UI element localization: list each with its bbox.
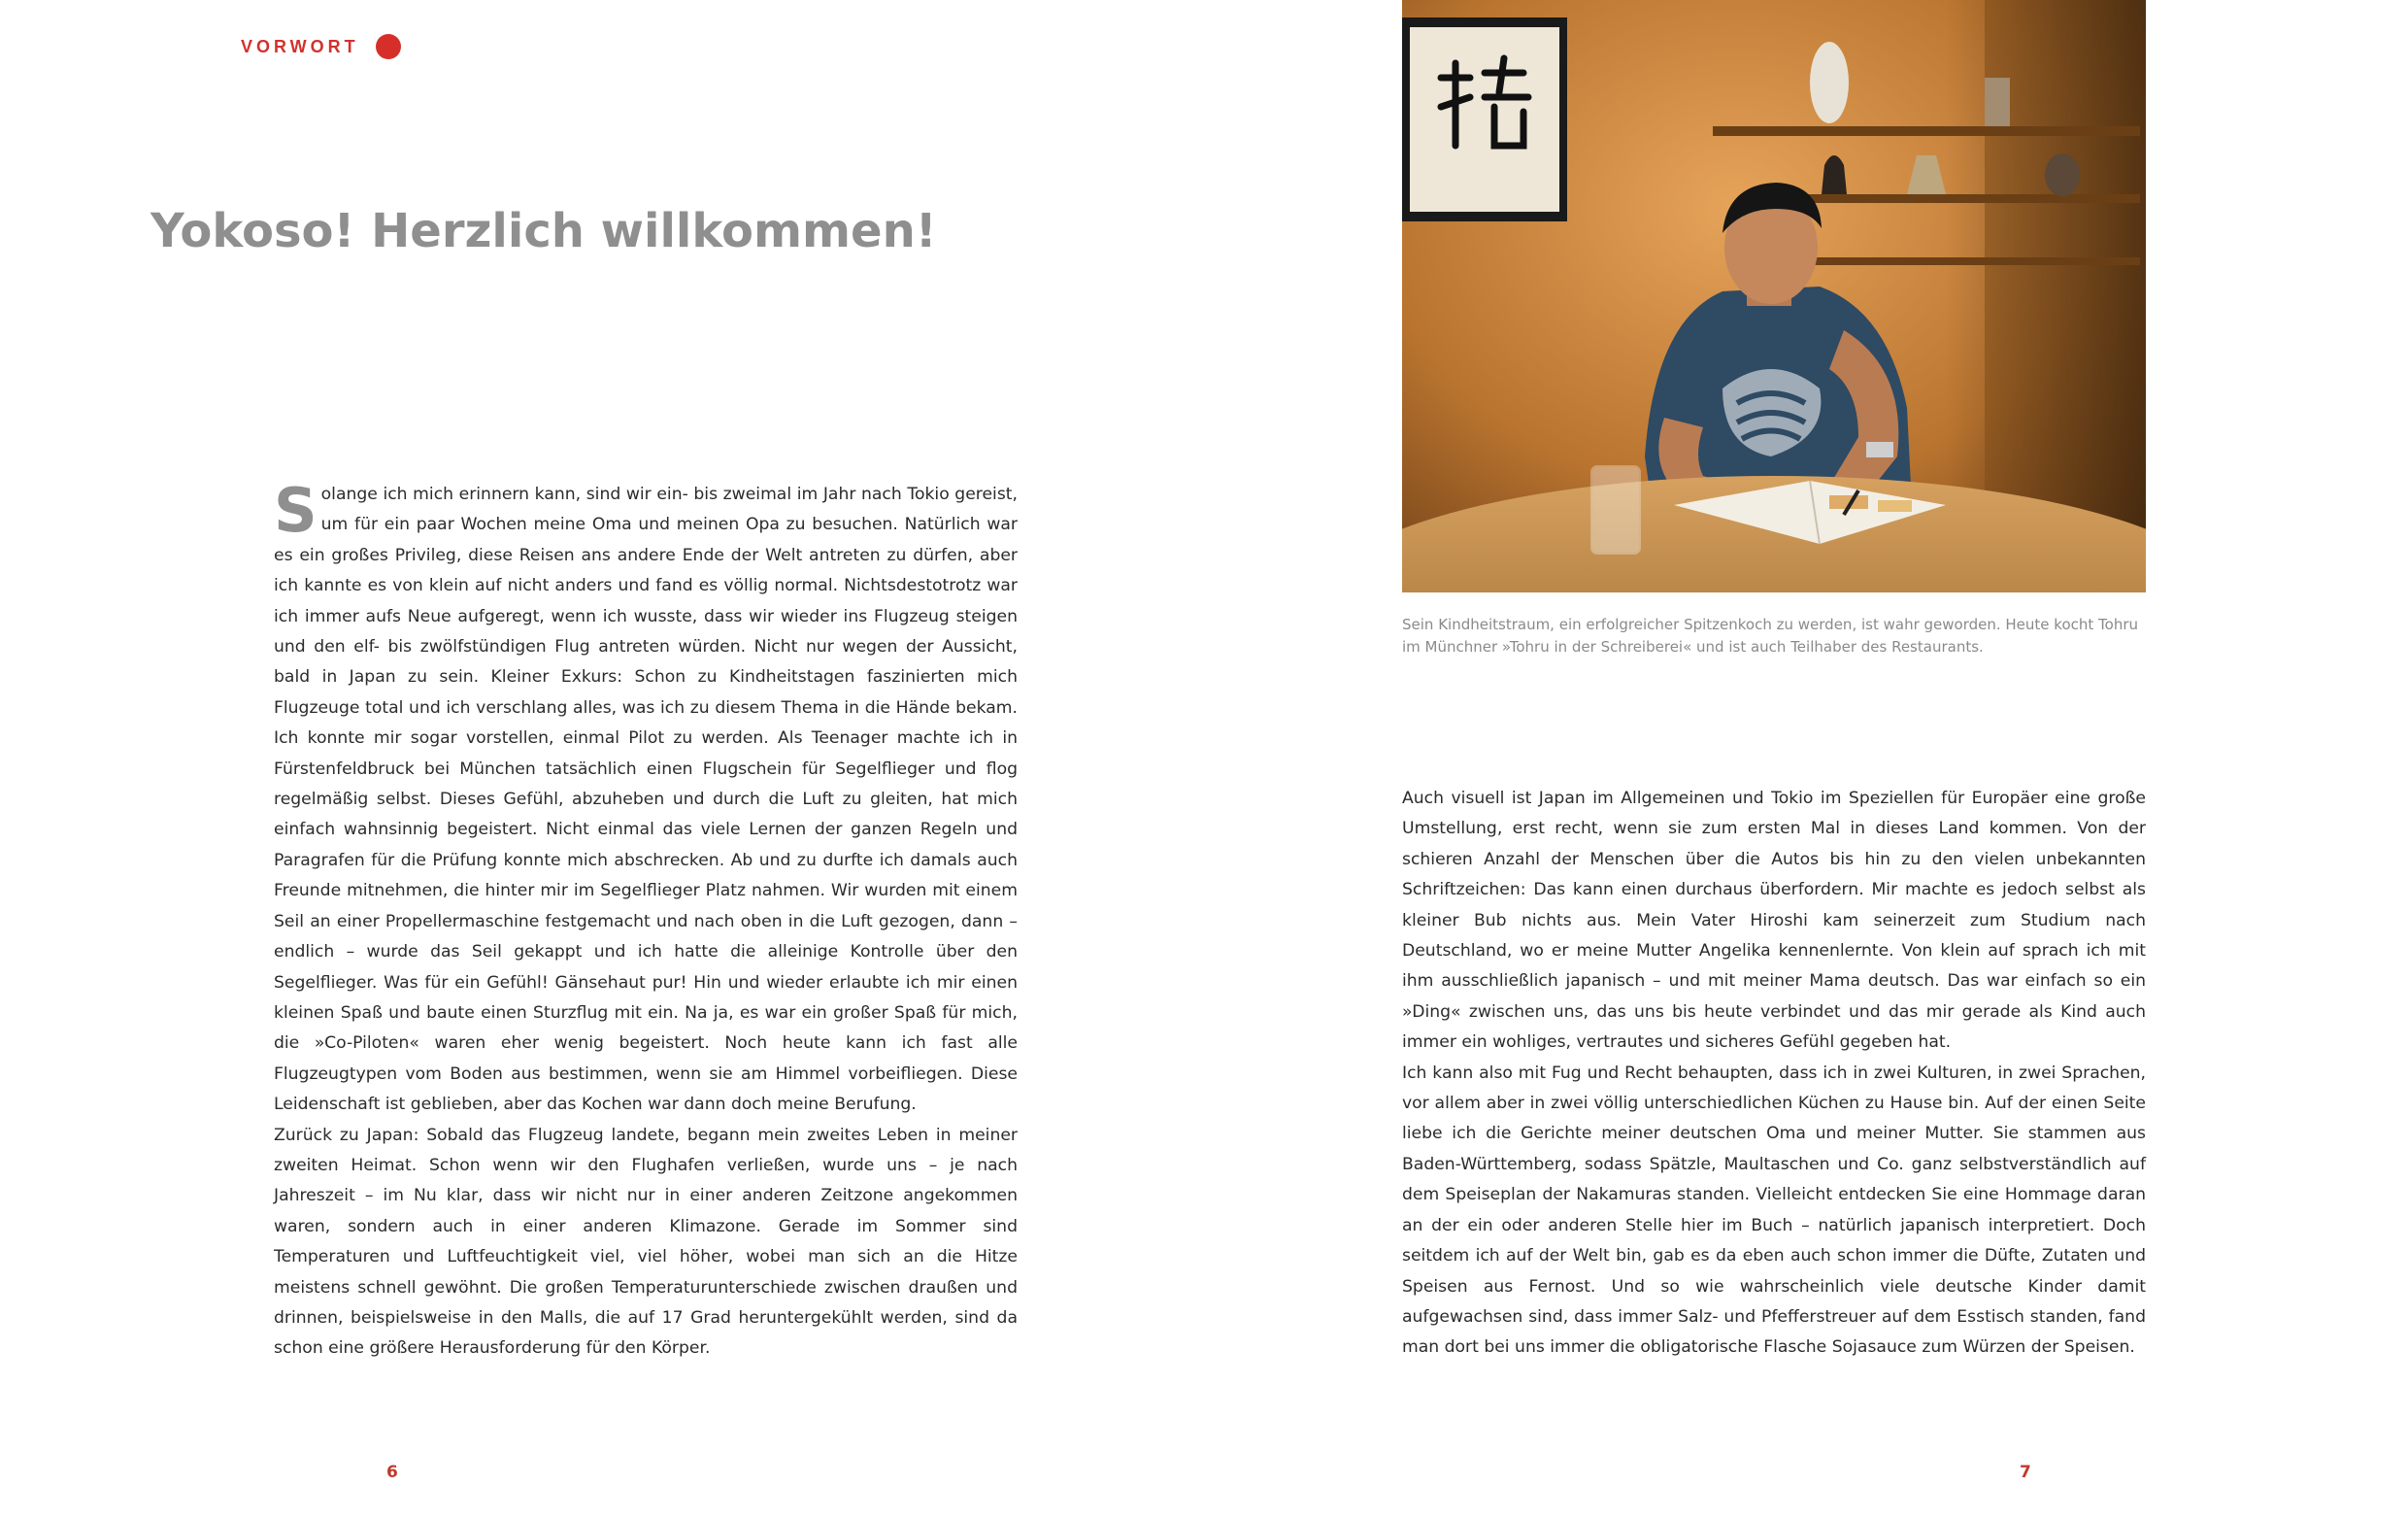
page-number-right: 7 [2020, 1463, 2031, 1482]
paragraph: Auch visuell ist Japan im Allgemeinen und Tokio im Speziellen für Europäer eine große Umstellung, erst recht, wenn sie zum ersten Mal in dieses Land kommen. Von der schieren Anzahl der Menschen über die Autos bis hin zu den vielen unbekannten Schriftzeichen: Das kann einen durchaus überfordern. Mir machte es jedoch selbst als kleiner Bub nichts aus. Mein Vater Hiroshi kam seinerzeit zum Studium nach Deutschland, wo er meine Mutter Angelika kennenlernte. Von klein auf sprach ich mit ihm ausschließlich japanisch – und mit meiner Mama deutsch. Das war einfach so ein »Ding« zwischen uns, das uns bis heute verbindet und das mir gerade als Kind auch immer ein wohliges, vertrautes und sicheres Gefühl gegeben hat. [1402, 789, 2146, 1053]
paragraph: Zurück zu Japan: Sobald das Flugzeug landete, begann mein zweites Leben in meiner zweiten Heimat. Schon wenn wir den Flughafen verließen, wurde uns – je nach Jahreszeit – im Nu klar, dass wir nicht nur in einer anderen Zeitzone angekommen waren, sondern auch in einer anderen Klimazone. Gerade im Sommer sind Temperaturen und Luftfeuchtigkeit viel, viel höher, wobei man sich an die Hitze meistens schnell gewöhnt. Die großen Temperaturunterschiede zwischen draußen und drinnen, beispielsweise in den Malls, die auf 17 Grad heruntergekühlt werden, sind da schon eine größere Herausforderung für den Körper. [274, 1125, 1018, 1359]
chef-photo [1402, 0, 2146, 592]
page-title: Yokoso! Herzlich willkommen! [150, 204, 937, 258]
photo-caption: Sein Kindheitstraum, ein erfolgreicher Spitzenkoch zu werden, ist wahr geworden. Heute kocht Tohru im Münchner »Tohru in der Schreiberei« und ist auch Teilhaber des Restaurants. [1402, 616, 2138, 656]
chef-photo-illustration [1402, 0, 2146, 592]
paragraph [274, 475, 1018, 1121]
section-label: VORWORT [241, 37, 359, 56]
red-dot-icon [376, 34, 401, 59]
paragraph: Ich kann also mit Fug und Recht behaupten, dass ich in zwei Kulturen, in zwei Sprachen, vor allem aber in zwei völlig unterschiedlichen Küchen zu Hause bin. Auf der einen Seite liebe ich die Gerichte meiner deutschen Oma und meiner Mutter. Sie stammen aus Baden-Württemberg, sodass Spätzle, Maultaschen und Co. ganz selbstverständlich auf dem Speiseplan der Nakamuras standen. Vielleicht entdecken Sie eine Hommage daran an der ein oder anderen Stelle hier im Buch – natürlich japanisch interpretiert. Doch seitdem ich auf der Welt bin, gab es da eben auch schon immer die Düfte, Zutaten und Speisen aus Fernost. Und so wie wahrscheinlich viele deutsche Kinder damit aufgewachsen sind, dass immer Salz- und Pfefferstreuer auf dem Esstisch standen, fand man dort bei uns immer die obligatorische Flasche Sojasauce zum Würzen der Speisen. [1402, 1063, 2146, 1358]
dropcap-letter: S [274, 475, 318, 546]
left-text-column [274, 475, 1018, 1365]
paragraph-text: olange ich mich erinnern kann, sind wir ein- bis zweimal im Jahr nach Tokio gereist, um für ein paar Wochen meine Oma und meinen Opa zu besuchen. Natürlich war es ein großes Privileg, diese Reisen ans andere Ende der Welt antreten zu dürfen, aber ich kannte es von klein auf nicht anders und fand es völlig normal. Nichtsdestotrotz war ich immer aufs Neue aufgeregt, wenn ich wusste, dass wir wieder ins Flugzeug steigen und den elf- bis zwölfstündigen Flug antreten würden. Nicht nur wegen der Aussicht, bald in Japan zu sein. Kleiner Exkurs: Schon zu Kindheitstagen faszinierten mich Flugzeuge total und ich verschlang alles, was ich zu diesem Thema in die Hände bekam. Ich konnte mir sogar vorstellen, einmal Pilot zu werden. Als Teenager machte ich in Fürstenfeldbruck bei München tatsächlich einen Flugschein für Segelflieger und flog regelmäßig selbst. Dieses Gefühl, abzuheben und durch die Luft zu gleiten, hat mich einfach wahnsinnig begeistert. Nicht einmal das viele Lernen der ganzen Regeln und Paragrafen für die Prüfung konnte mich abschrecken. Ab und zu durfte ich damals auch Freunde mitnehmen, die hinter mir im Segelflieger Platz nahmen. Wir wurden mit einem Seil an einer Propellermaschine festgemacht und nach oben in die Luft gezogen, dann – endlich – wurde das Seil gekappt und ich hatte die alleinige Kontrolle über den Segelflieger. Was für ein Gefühl! Gänsehaut pur! Hin und wieder erlaubte ich mir einen kleinen Spaß und baute einen Sturzflug mit ein. Na ja, es war ein großer Spaß für mich, die »Co-Piloten« waren eher wenig begeistert. Noch heute kann ich fast alle Flugzeugtypen vom Boden aus bestimmen, wenn sie am Himmel vorbeifliegen. Diese Leidenschaft ist geblieben, aber das Kochen war dann doch meine Berufung. [274, 485, 1018, 1115]
page-number-left: 6 [386, 1463, 398, 1482]
right-text-column [1402, 784, 2146, 1364]
